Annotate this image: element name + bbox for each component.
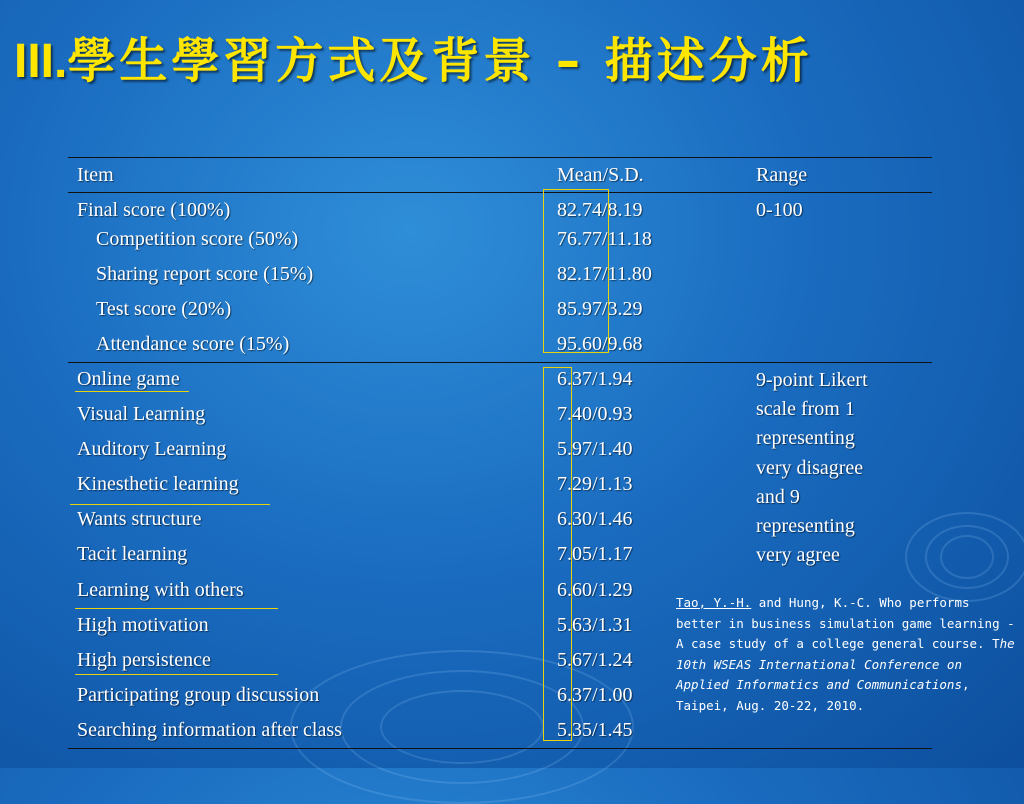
style-mean: 6.37/1.94	[557, 368, 633, 390]
reference-citation	[676, 593, 1016, 716]
highlight-box-mean-scores	[543, 189, 609, 353]
score-item-test: Test score (20%)	[96, 298, 232, 320]
style-mean: 5.35/1.45	[557, 719, 633, 741]
style-mean: 7.40/0.93	[557, 403, 633, 425]
title-numeral: III.	[14, 35, 68, 88]
header-item: Item	[77, 164, 114, 186]
score-mean-sharing: 82.17/11.80	[557, 263, 652, 285]
style-mean: 6.37/1.00	[557, 684, 633, 706]
score-item-final: Final score (100%)	[77, 199, 231, 221]
highlight-underline	[70, 504, 270, 505]
highlight-underline	[75, 608, 278, 609]
style-item: Auditory Learning	[77, 438, 227, 460]
table-header-rule	[68, 192, 932, 193]
citation-body: and Hung, K.-C. Who performs better in business simulation game learning - A case study of a college general course. T	[676, 595, 1015, 651]
style-item: High persistence	[77, 649, 211, 671]
score-range-final: 0-100	[756, 199, 803, 221]
highlight-underline	[75, 674, 278, 675]
citation-authors: Tao, Y.-H.	[676, 595, 752, 610]
ripple-decoration	[905, 512, 1024, 602]
likert-line: representing	[756, 427, 855, 450]
style-mean: 6.60/1.29	[557, 579, 633, 601]
style-item: Wants structure	[77, 508, 202, 530]
style-item: Learning with others	[77, 579, 244, 601]
likert-line: scale from 1	[756, 398, 855, 421]
style-item: Online game	[77, 368, 180, 390]
score-mean-attendance: 95.60/9.68	[557, 333, 643, 355]
score-item-sharing: Sharing report score (15%)	[96, 263, 314, 285]
highlight-box-mean-styles	[543, 367, 572, 741]
table-top-rule	[68, 157, 932, 158]
style-item: Tacit learning	[77, 543, 188, 565]
likert-line: representing	[756, 515, 855, 538]
citation-venue: he 10th WSEAS International Conference on Applied Informatics and Communications	[676, 636, 1015, 692]
style-mean: 5.63/1.31	[557, 614, 633, 636]
header-mean: Mean/S.D.	[557, 164, 644, 186]
style-mean: 6.30/1.46	[557, 508, 633, 530]
score-mean-competition: 76.77/11.18	[557, 228, 652, 250]
likert-line: 9-point Likert	[756, 369, 868, 391]
likert-range-note	[756, 366, 906, 570]
table-bottom-rule	[68, 748, 932, 749]
style-item: Visual Learning	[77, 403, 206, 425]
style-item: High motivation	[77, 614, 209, 636]
title-text: 學生學習方式及背景 – 描述分析	[67, 33, 813, 89]
citation-tail: , Taipei, Aug. 20-22, 2010.	[676, 677, 970, 713]
style-mean: 5.67/1.24	[557, 649, 633, 671]
score-item-attendance: Attendance score (15%)	[96, 333, 290, 355]
style-item: Kinesthetic learning	[77, 473, 239, 495]
score-item-competition: Competition score (50%)	[96, 228, 299, 250]
likert-line: very agree	[756, 544, 840, 567]
style-item: Participating group discussion	[77, 684, 320, 706]
slide-title	[14, 22, 813, 91]
style-mean: 7.29/1.13	[557, 473, 633, 495]
score-mean-final: 82.74/8.19	[557, 199, 643, 221]
likert-line: very disagree	[756, 456, 864, 479]
table-section-rule	[68, 362, 932, 363]
header-range: Range	[756, 164, 808, 186]
highlight-underline	[75, 391, 189, 392]
style-mean: 7.05/1.17	[557, 543, 633, 565]
likert-line: and 9	[756, 485, 800, 508]
style-mean: 5.97/1.40	[557, 438, 633, 460]
score-mean-test: 85.97/3.29	[557, 298, 643, 320]
style-item: Searching information after class	[77, 719, 342, 741]
